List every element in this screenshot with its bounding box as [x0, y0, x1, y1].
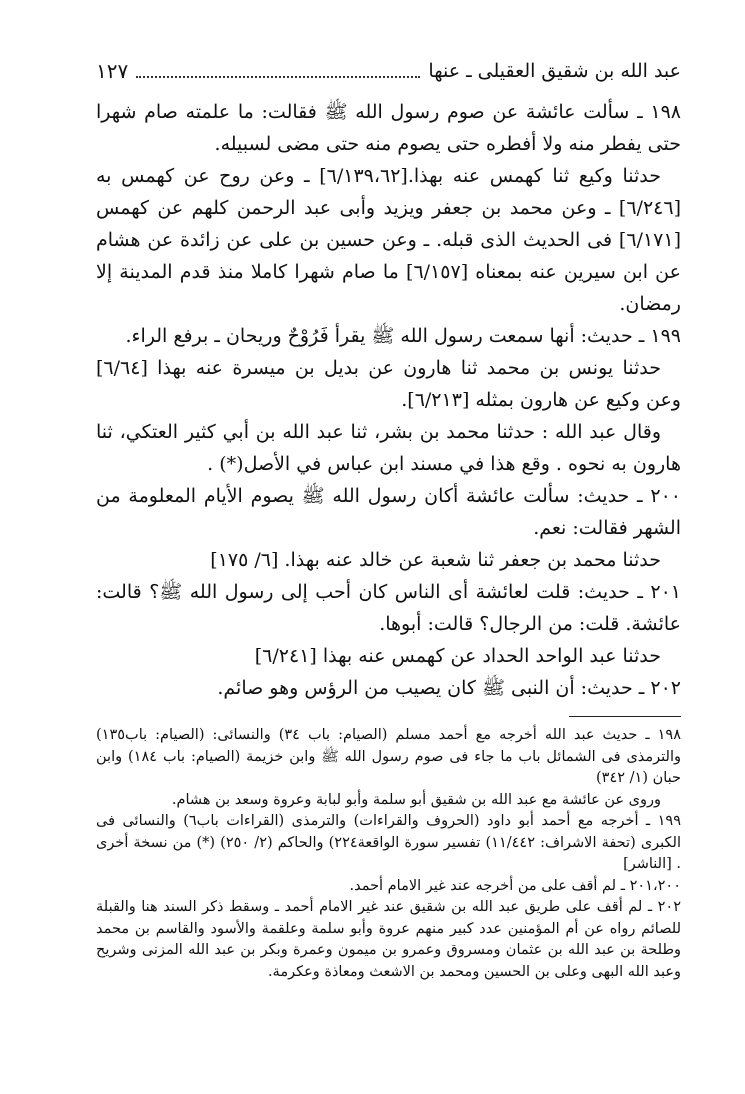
footnote-198: ١٩٨ ـ حديث عبد الله أخرجه مع أحمد مسلم (الصيام: باب ٣٤) والنسائى: (الصيام: باب١٣٥) والترمذى فى الشمائل باب ما جاء فى صوم رسول الله ﷺ وابن خزيمة (الصيام: باب ١٨٤) وابن حبان (١/ ٣٤٢): [96, 727, 682, 786]
header-dot-leader: [136, 64, 420, 78]
hadith-198-chain: حدثنا وكيع ثنا كهمس عنه بهذا.[٦/١٣٩،٦٢] ـ وعن روح عن كهمس به [٦/٢٤٦] ـ وعن محمد بن جعفر ويزيد وأبى عبد الرحمن كلهم عن كهمس [٦/١٧١] فى الحديث الذى قبله. ـ وعن حسين بن على عن زائدة عن هشام عن ابن سيرين عنه بمعناه [٦/١٥٧] ما صام شهرا كاملا منذ قدم المدينة إلا رمضان.: [96, 165, 681, 315]
book-page: [96, 56, 681, 1046]
footnote-divider: [569, 716, 681, 717]
page-number: ١٢٧: [96, 59, 129, 83]
hadith-199-chain: حدثنا يونس بن محمد ثنا هارون عن بديل بن ميسرة عنه بهذا [٦/٦٤] وعن وكيع عن هارون بمثله [٦/٢١٣].: [96, 357, 681, 411]
hadith-201-chain: حدثنا عبد الواحد الحداد عن كهمس عنه بهذا [٦/٢٤١]: [254, 645, 661, 667]
footnote-202: ٢٠٢ ـ لم أقف على طريق عبد الله بن شقيق عند غير الامام أحمد ـ وسقط ذكر السند هنا والقبلة للصائم رواه عن أم المؤمنين عدد كبير منهم عروة وأبو سلمة وعلقمة والأسود والقاسم بن محمد وطلحة بن عبد الله بن عثمان ومسروق وعمرو بن ميمون وعمرة وبكر بن عبد الله المزنى وشريح وعبد الله البهى وعلى بن الحسين ومحمد بن الاشعث ومعاذة وعكرمة.: [96, 899, 681, 980]
hadith-202: ٢٠٢ ـ حديث: أن النبى ﷺ كان يصيب من الرؤس وهو صائم.: [217, 677, 681, 699]
footnote-200-201: ٢٠١،٢٠٠ ـ لم أقف على من أخرجه عند غير الامام أحمد.: [349, 877, 681, 894]
footnote-199: ١٩٩ ـ أخرجه مع أحمد أبو داود (الحروف والقراءات) والترمذى (القراءات باب٦) والنسائى فى الكبرى (تحفة الاشراف: ١١/٤٤٢) تفسير سورة الواقعة٢٢٤) والحاكم (٢/ ٢٥٠) (*) من نسخة أخرى . [الناشر]: [96, 813, 682, 872]
footnote-198-continued: وروى عن عائشة مع عبد الله بن شقيق أبو سلمة وأبو لبابة وعروة وسعد بن هشام.: [171, 791, 661, 808]
hadith-199-abdullah-note: وقال عبد الله : حدثنا محمد بن بشر، ثنا عبد الله بن أبي كثير العتكي، ثنا هارون به نحوه . وقع هذا في مسند ابن عباس في الأصل(*) .: [96, 421, 681, 475]
footnotes: [96, 725, 681, 983]
hadith-198: ١٩٨ ـ سألت عائشة عن صوم رسول الله ﷺ فقالت: ما علمته صام شهرا حتى يفطر منه ولا أفطره حتى يصوم منه حتى مضى لسبيله.: [96, 101, 681, 155]
main-text: [96, 96, 681, 704]
hadith-201: ٢٠١ ـ حديث: قلت لعائشة أى الناس كان أحب إلى رسول الله ﷺ؟ قالت: عائشة. قلت: من الرجال؟ قالت: أبوها.: [96, 581, 681, 635]
hadith-200-chain: حدثنا محمد بن جعفر ثنا شعبة عن خالد عنه بهذا. [٦/ ١٧٥]: [210, 549, 661, 571]
header-title: عبد الله بن شقيق العقيلى ـ عنها: [428, 60, 681, 82]
running-header: [96, 56, 681, 86]
hadith-200: ٢٠٠ ـ حديث: سألت عائشة أكان رسول الله ﷺ يصوم الأيام المعلومة من الشهر فقالت: نعم.: [96, 485, 681, 539]
hadith-199: ١٩٩ ـ حديث: أنها سمعت رسول الله ﷺ يقرأ فَرُوْحٌ وريحان ـ برفع الراء.: [125, 325, 681, 347]
